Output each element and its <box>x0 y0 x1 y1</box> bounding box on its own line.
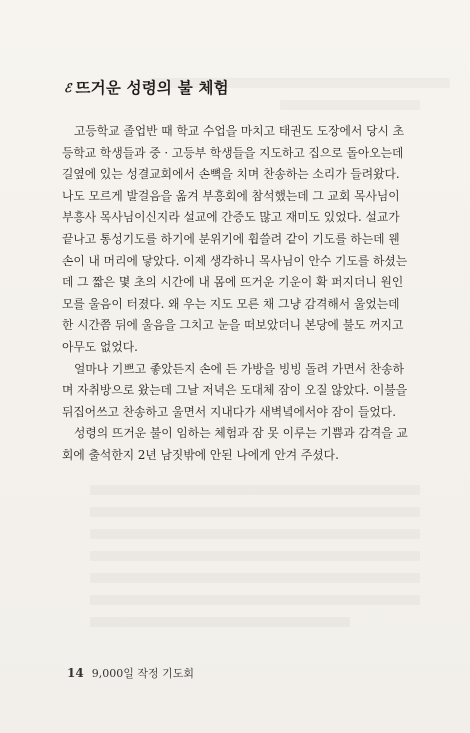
text-line: 회에 출석한지 2년 남짓밖에 안된 나에게 안겨 주셨다. <box>62 447 339 462</box>
text-line: 뒤집어쓰고 찬송하고 울면서 지내다가 새벽녘에서야 잠이 들었다. <box>62 404 396 419</box>
bleed-through-mark <box>90 529 420 539</box>
text-line: 손이 내 머리에 닿았다. 이제 생각하니 목사님이 안수 기도를 하셨는 <box>62 253 408 268</box>
bleed-through-mark <box>90 573 420 583</box>
text-line: 등학교 학생들과 중 · 고등부 학생들을 지도하고 집으로 돌아오는데 <box>62 145 404 160</box>
text-line: 부흥사 목사님이신지라 설교에 간증도 많고 재미도 있었다. 설교가 <box>62 210 400 225</box>
text-line: 아무도 없었다. <box>62 339 138 354</box>
text-line: 며 자취방으로 왔는데 그날 저녁은 도대체 잠이 오질 않았다. 이불을 <box>62 383 408 398</box>
bleed-through-mark <box>90 617 350 627</box>
section-heading <box>64 76 229 98</box>
bleed-through-mark <box>90 551 420 561</box>
text-line: 고등학교 졸업반 때 학교 수업을 마치고 태권도 도장에서 당시 초 <box>74 124 405 138</box>
text-line: 얼마나 기쁘고 좋았든지 손에 든 가방을 빙빙 돌려 가면서 찬송하 <box>74 361 405 376</box>
bleed-through-mark <box>280 100 420 110</box>
text-line: 모를 울음이 터졌다. 왜 우는 지도 모른 채 그냥 감격해서 울었는데 <box>62 296 400 311</box>
section-title: 뜨거운 성령의 불 체험 <box>75 78 229 97</box>
text-line: 성령의 뜨거운 불이 임하는 체험과 잠 못 이루는 기쁨과 감격을 교 <box>74 426 408 441</box>
text-line: 끝나고 통성기도를 하기에 분위기에 휩쓸려 같이 기도를 하는데 웬 <box>62 231 400 246</box>
section-marker-icon: ℰ <box>64 81 72 95</box>
bleed-through-mark <box>90 507 420 517</box>
text-line: 길옆에 있는 성결교회에서 손뼉을 치며 찬송하는 소리가 들려왔다. <box>62 167 400 182</box>
text-line: 나도 모르게 발걸음을 옮겨 부흥회에 참석했는데 그 교회 목사님이 <box>62 188 400 203</box>
page-footer <box>67 665 194 681</box>
bleed-through-mark <box>90 595 420 605</box>
page-number: 14 <box>67 666 84 680</box>
running-title: 9,000일 작정 기도회 <box>91 667 194 680</box>
text-line: 데 그 짧은 몇 초의 시간에 내 몸에 뜨거운 기운이 확 퍼지더니 원인 <box>62 275 404 290</box>
body-text <box>62 121 413 467</box>
text-line: 한 시간쯤 뒤에 울음을 그치고 눈을 떠보았더니 본당에 불도 꺼지고 <box>62 318 404 333</box>
bleed-through-mark <box>90 485 420 495</box>
